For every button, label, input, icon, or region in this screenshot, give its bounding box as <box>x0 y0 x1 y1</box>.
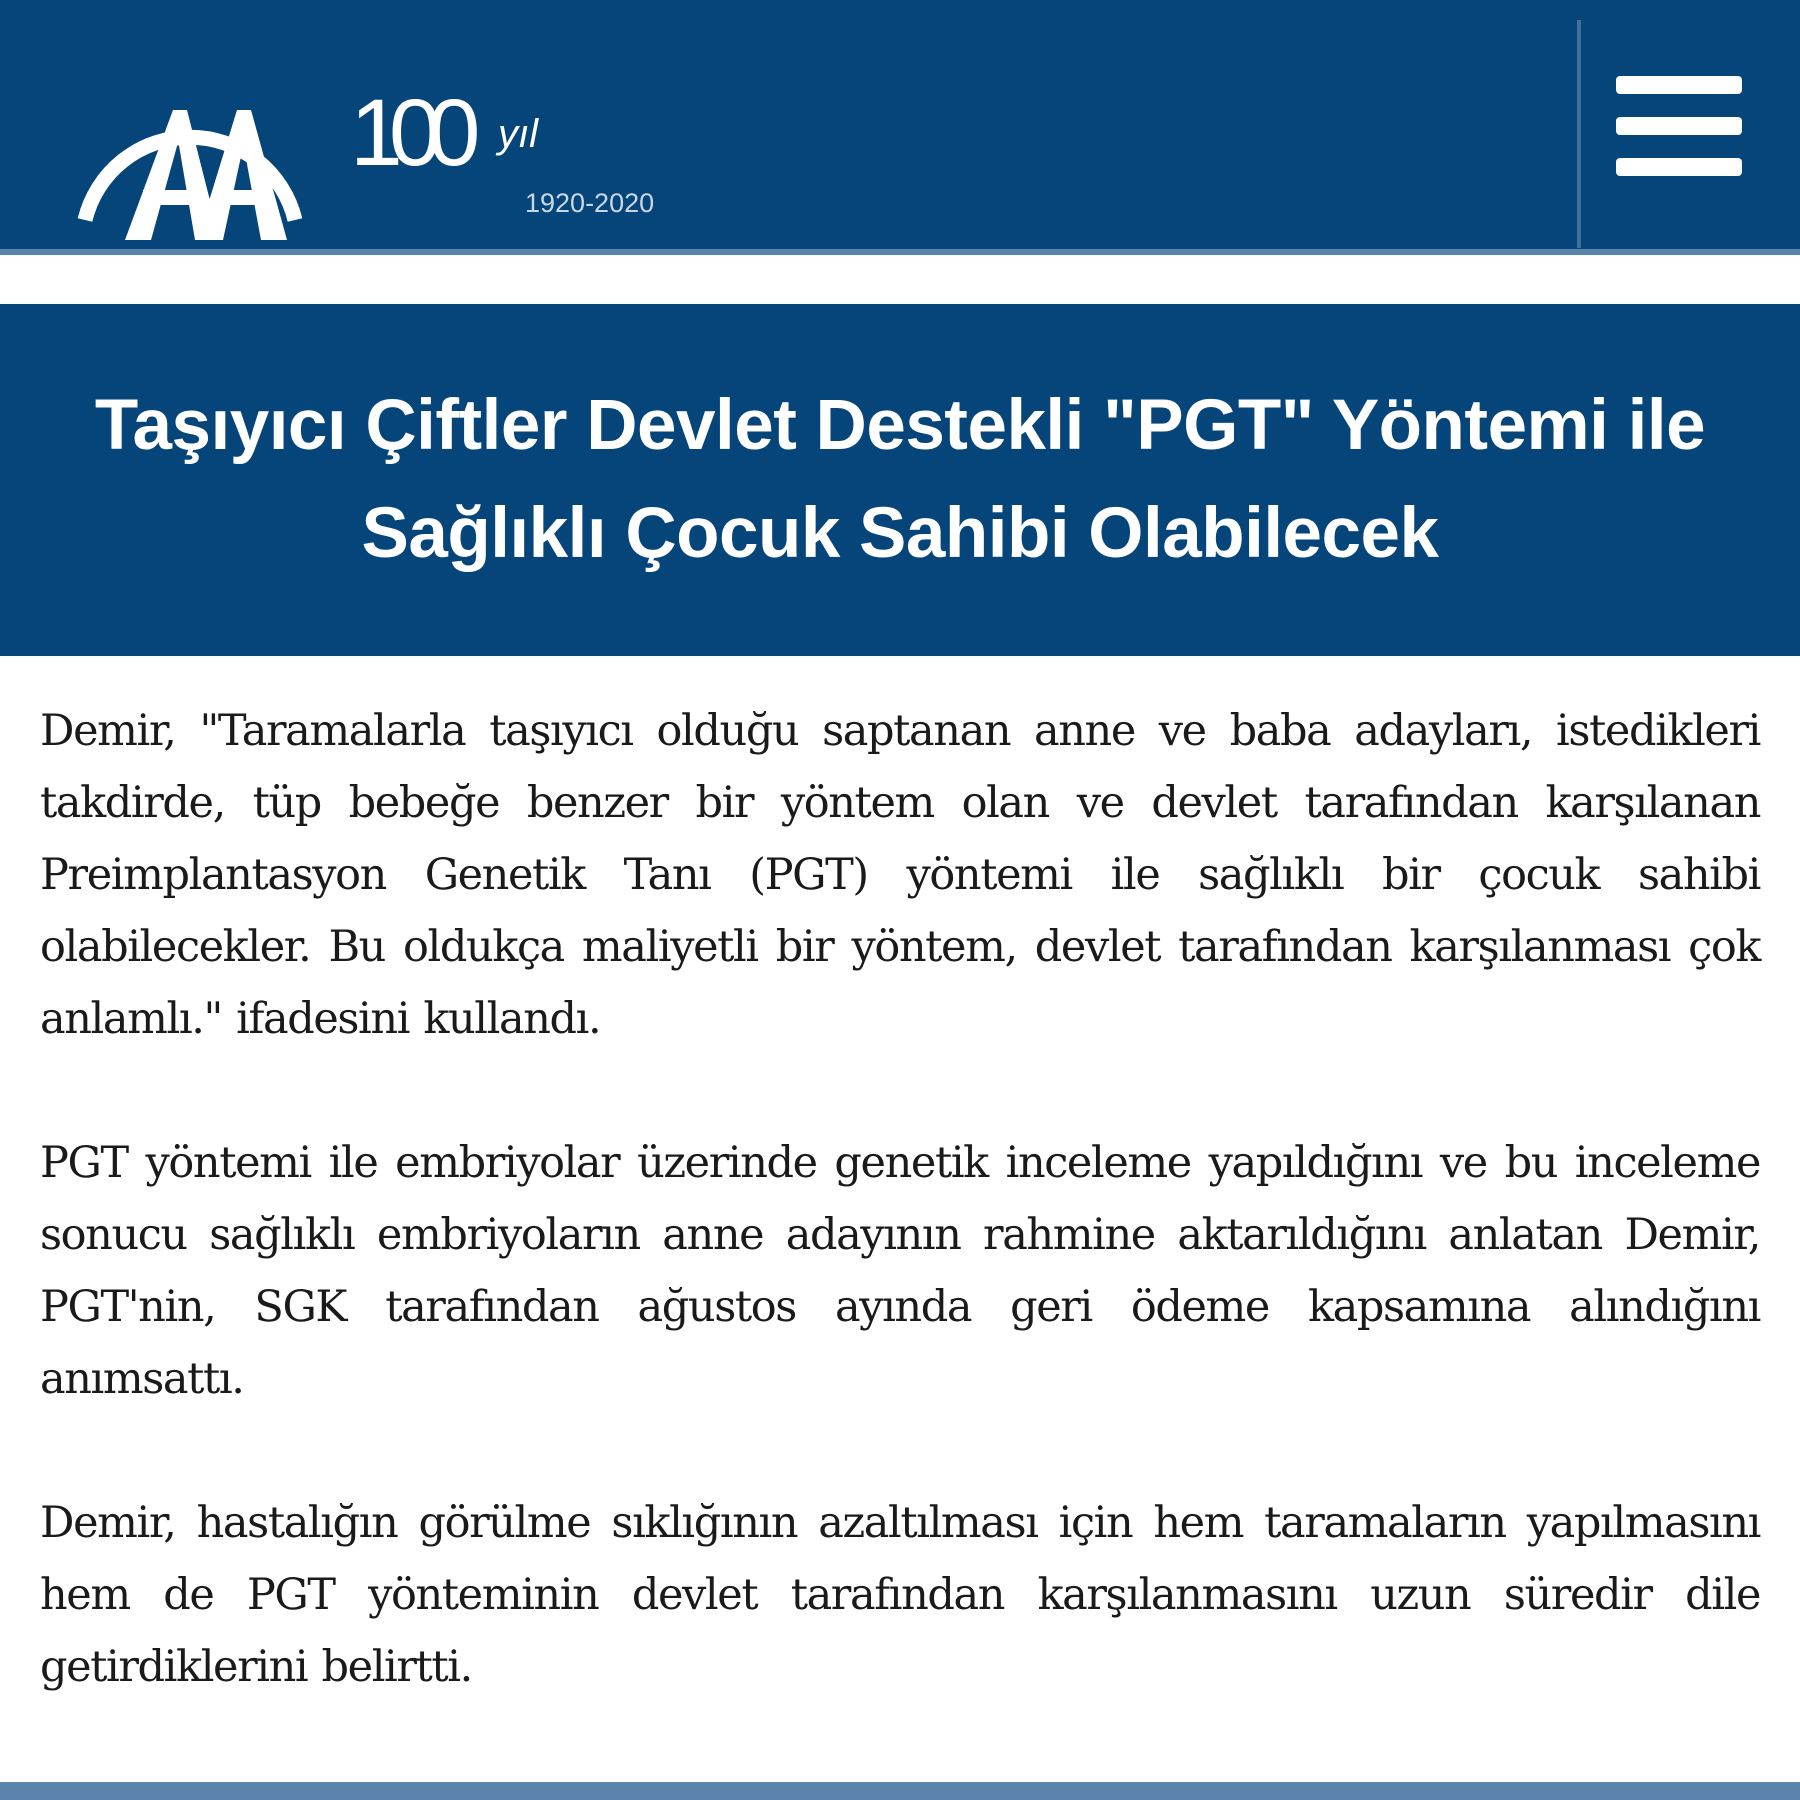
article-title: Taşıyıcı Çiftler Devlet Destekli "PGT" Yöntemi ile Sağlıklı Çocuk Sahibi Olabilecek <box>94 386 1706 573</box>
menu-bar <box>1616 117 1742 135</box>
title-band <box>0 304 1800 656</box>
article-paragraph: PGT yöntemi ile embriyolar üzerinde genetik inceleme yapıldığını ve bu inceleme sonucu sağlıklı embriyoların anne adayının rahmine aktarıldığını anlatan Demir, PGT'nin, SGK tarafından ağustos ayında geri ödeme kapsamına alındığını anımsattı. <box>40 1138 1760 1404</box>
article-paragraph: Demir, hastalığın görülme sıklığının azaltılması için hem taramaların yapılmasını hem de PGT yönteminin devlet tarafından karşılanmasını uzun süredir dile getirdiklerini belirtti. <box>40 1498 1760 1692</box>
header-divider <box>1577 20 1581 248</box>
article-paragraph: Demir, "Taramalarla taşıyıcı olduğu saptanan anne ve baba adayları, istedikleri takdirde, tüp bebeğe benzer bir yöntem olan ve devlet tarafından karşılanan Preimplantasyon Genetik Tanı (PGT) yöntemi ile sağlıklı bir çocuk sahibi olabilecekler. Bu oldukça maliyetli bir yöntem, devlet tarafından karşılanması çok anlamlı." ifadesini kullandı. <box>40 706 1760 1044</box>
menu-bar <box>1616 158 1742 176</box>
aa-logo[interactable] <box>55 40 325 245</box>
menu-bar <box>1616 76 1742 94</box>
aa-logo-text: AA <box>190 235 192 236</box>
hamburger-menu-icon[interactable] <box>1616 70 1742 182</box>
article-body <box>40 695 1760 1775</box>
anniversary-suffix: yıl <box>498 112 538 156</box>
footer-bar <box>0 1782 1800 1800</box>
anniversary-years: 1920-2020 <box>525 188 655 218</box>
anniversary-number: 100 <box>350 85 467 186</box>
top-header <box>0 0 1800 255</box>
anniversary-logo <box>350 85 700 235</box>
